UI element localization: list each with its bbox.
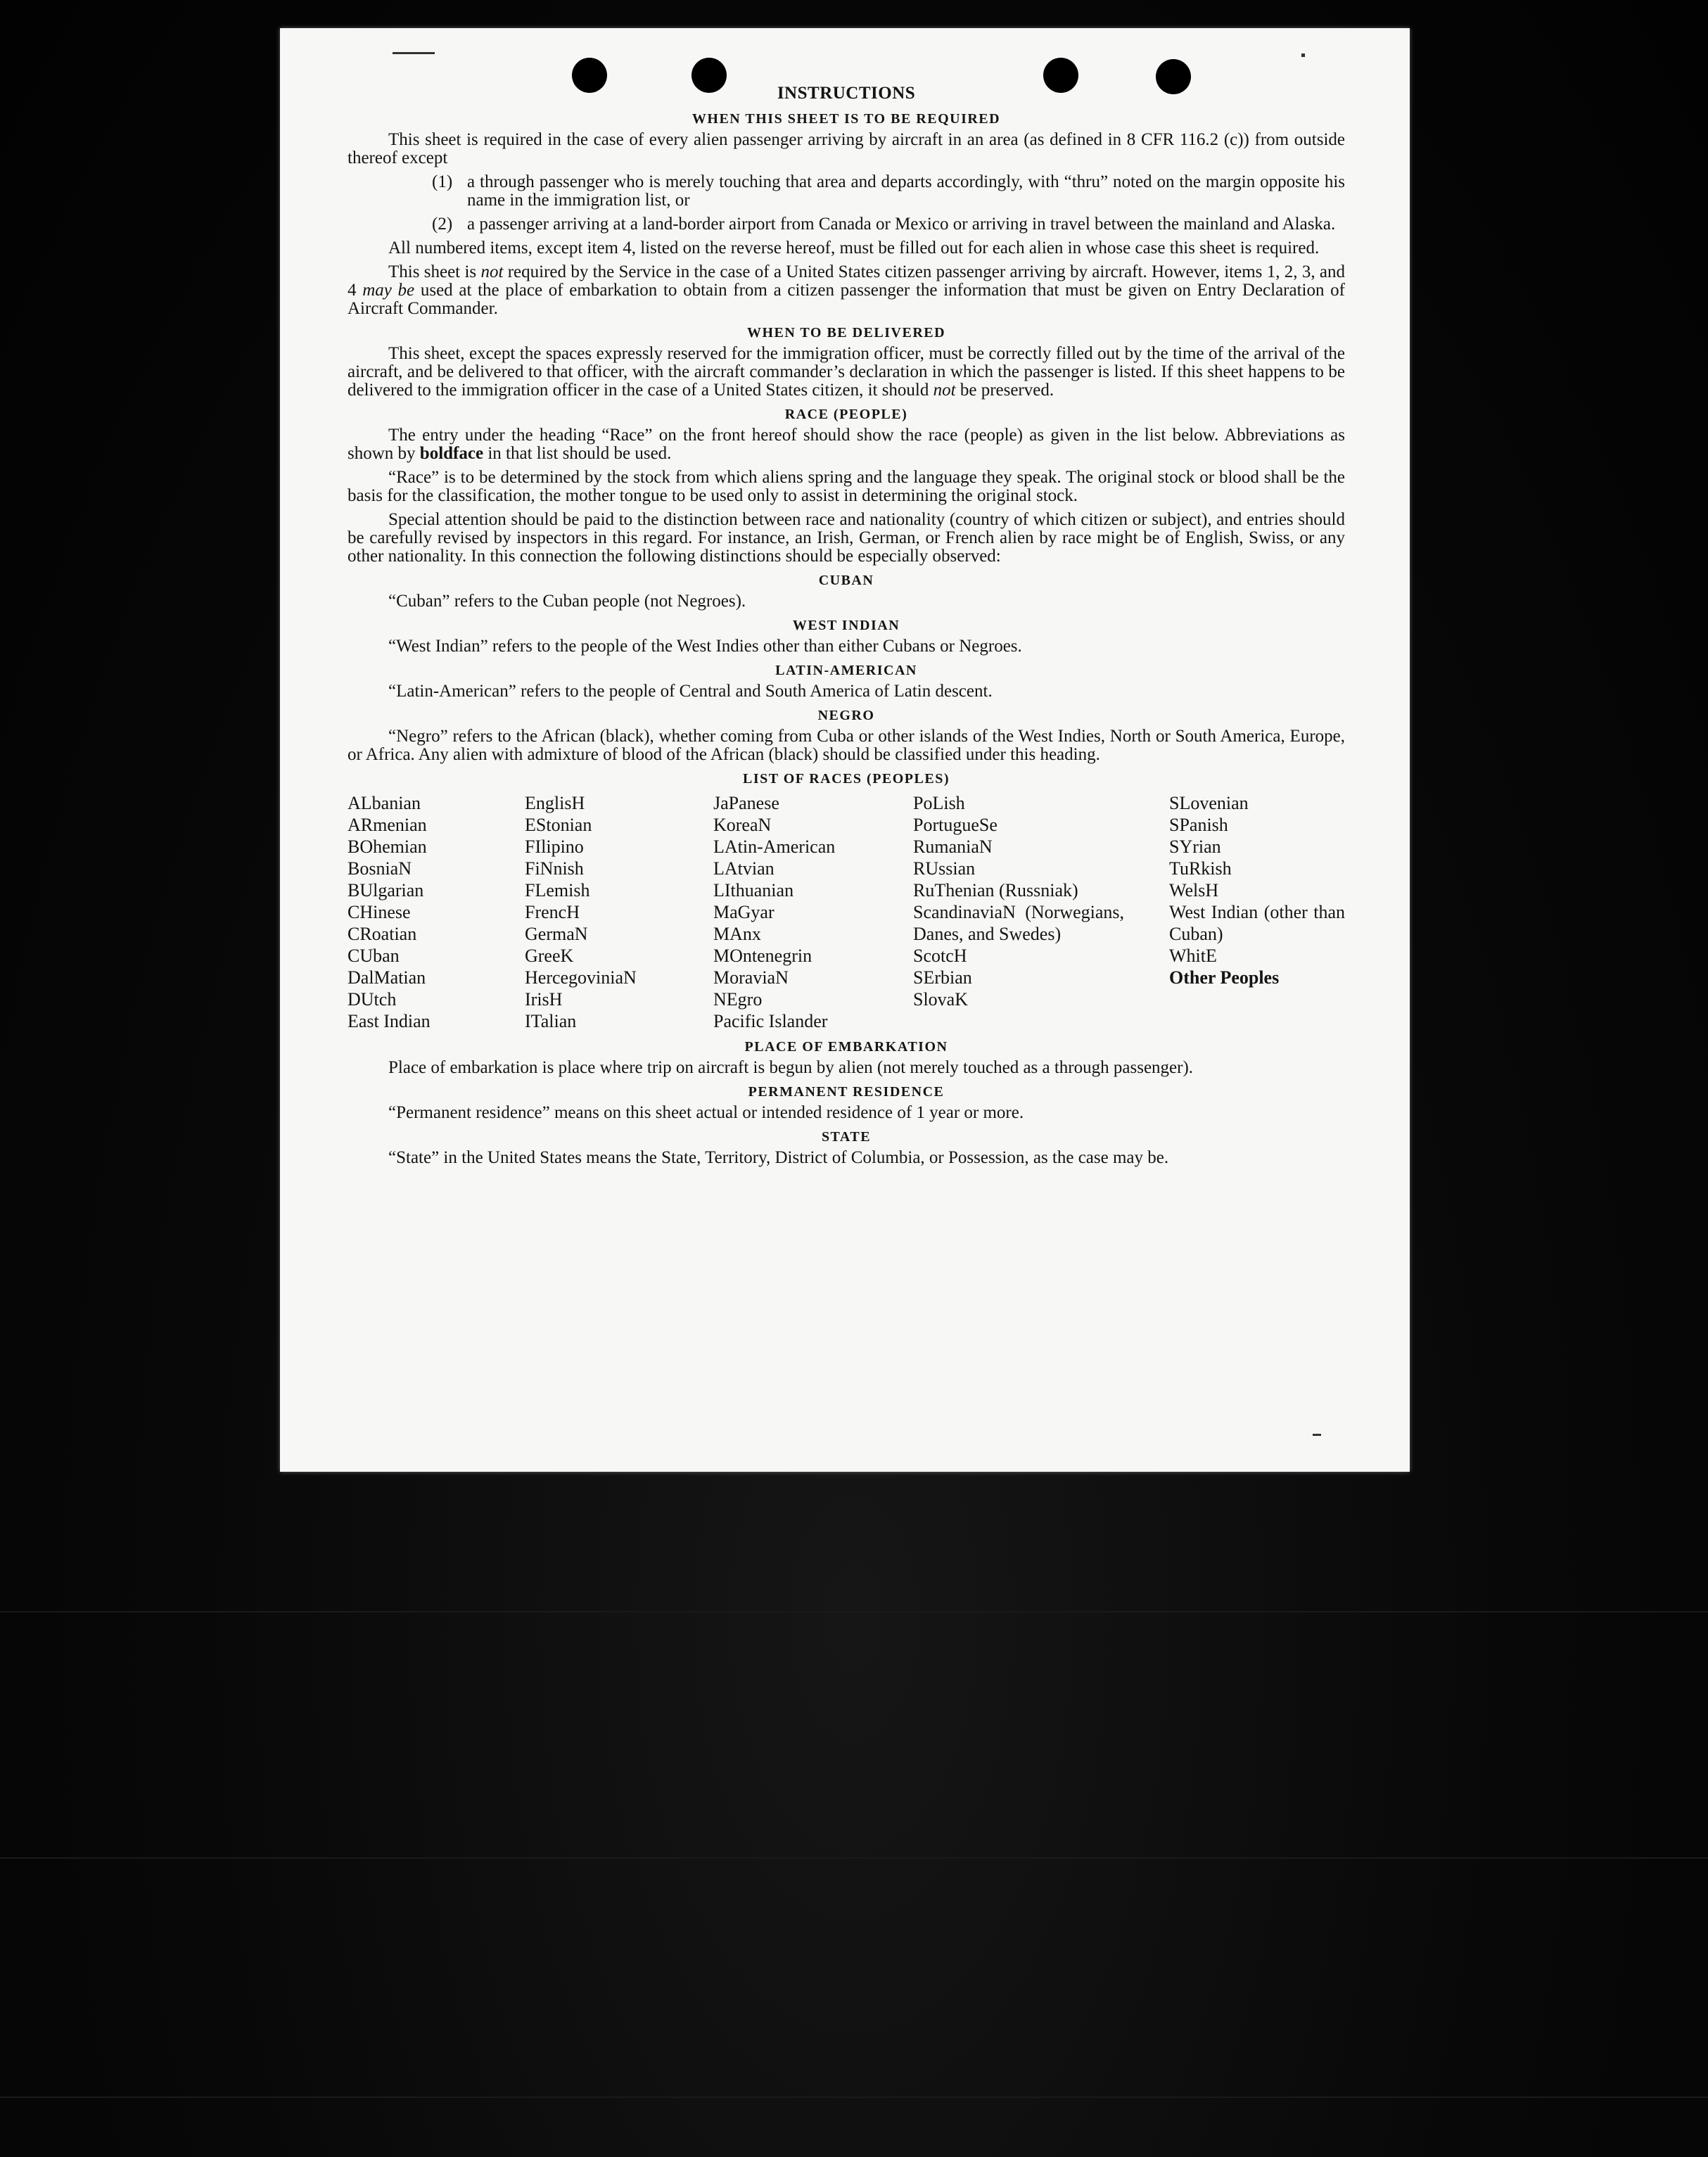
- scan-mark: [393, 52, 435, 54]
- race-entry: MAnx: [713, 924, 761, 944]
- text-run: This sheet, except the spaces expressly reserved for the immigration officer, must be correctly filled out by the time of the arrival of the aircraft, and be delivered to that officer, with the aircraft commander’s declaration in which the passenger is listed. If this sheet happens to be delivered to the immigration officer in the case of a United States citizen, it should: [348, 344, 1345, 400]
- latin-american-text: “Latin-American” refers to the people of Central and South America of Latin descent.: [388, 682, 993, 701]
- race-entry: West Indian (other than Cuban): [1169, 902, 1345, 944]
- heading-embarkation: PLACE OF EMBARKATION: [744, 1039, 948, 1055]
- text-run: be preserved.: [955, 381, 1054, 400]
- race-entry: ARmenian: [348, 815, 427, 835]
- race-entry: FiNnish: [525, 858, 584, 879]
- race-entry: NEgro: [713, 989, 763, 1010]
- race-entry: PoLish: [913, 793, 965, 813]
- heading-races-list: LIST OF RACES (PEOPLES): [742, 771, 950, 787]
- numbered-items-note: All numbered items, except item 4, listed on the reverse hereof, must be filled out for each alien in whose case this sheet is required.: [388, 238, 1320, 257]
- race-entry: SLovenian: [1169, 793, 1249, 813]
- heading-residence: PERMANENT RESIDENCE: [748, 1084, 945, 1100]
- race-entry: East Indian: [348, 1011, 431, 1031]
- bold-run: boldface: [419, 444, 484, 463]
- race-entry: PortugueSe: [913, 815, 998, 835]
- race-entry: BosniaN: [348, 858, 412, 879]
- race-entry: WelsH: [1169, 880, 1219, 901]
- text-run: in that list should be used.: [483, 444, 672, 463]
- races-column-3: [713, 792, 913, 1032]
- race-entry: CRoatian: [348, 924, 417, 944]
- heading-required: WHEN THIS SHEET IS TO BE REQUIRED: [692, 111, 1001, 127]
- race-entry: Pacific Islander: [713, 1011, 828, 1031]
- race-entry: RumaniaN: [913, 836, 993, 857]
- race-entry: Other Peoples: [1169, 967, 1280, 988]
- italic-run: may be: [362, 281, 415, 300]
- scan-streak: [0, 1611, 1708, 1612]
- text-run: used at the place of embarkation to obtain from a citizen passenger the information that must be given on Entry Declaration of Aircraft Commander.: [348, 281, 1346, 318]
- exception-item: [432, 173, 1345, 210]
- race-entry: LIthuanian: [713, 880, 794, 901]
- race-entry: ALbanian: [348, 793, 421, 813]
- race-entry: FLemish: [525, 880, 590, 901]
- race-entry: DalMatian: [348, 967, 426, 988]
- west-indian-text: “West Indian” refers to the people of the West Indies other than either Cubans or Negroes.: [388, 637, 1022, 656]
- race-entry: GermaN: [525, 924, 588, 944]
- races-column-1: [348, 792, 525, 1032]
- text-run: The entry under the heading “Race” on the front hereof should show the race (people) as given in the list below. Abbreviations as shown by: [348, 426, 1345, 463]
- race-entry: MaGyar: [713, 902, 775, 922]
- item-text: a passenger arriving at a land-border airport from Canada or Mexico or arriving in travel between the mainland and Alaska.: [467, 215, 1336, 234]
- race-paragraph: “Race” is to be determined by the stock from which aliens spring and the language they speak. The original stock or blood shall be the basis for the classification, the mother tongue to be used only to assist in determining the original stock.: [348, 468, 1345, 505]
- race-entry: HercegoviniaN: [525, 967, 637, 988]
- race-entry: ScandinaviaN (Norwegians, Danes, and Swedes): [913, 902, 1124, 944]
- race-entry: MoraviaN: [713, 967, 789, 988]
- embarkation-text: Place of embarkation is place where trip on aircraft is begun by alien (not merely touched as a through passenger).: [388, 1058, 1194, 1077]
- race-entry: SPanish: [1169, 815, 1228, 835]
- race-entry: GreeK: [525, 946, 574, 966]
- residence-text: “Permanent residence” means on this sheet actual or intended residence of 1 year or more.: [388, 1103, 1024, 1122]
- text-run: required by the Service in the case of a United States citizen passenger arriving by aircraft. However, items 1, 2, 3, and 4: [348, 262, 1345, 300]
- race-entry: WhitE: [1169, 946, 1217, 966]
- page-title: INSTRUCTIONS: [777, 84, 916, 103]
- race-entry: RUssian: [913, 858, 976, 879]
- race-entry: MOntenegrin: [713, 946, 812, 966]
- race-entry: TuRkish: [1169, 858, 1232, 879]
- cuban-text: “Cuban” refers to the Cuban people (not Negroes).: [388, 592, 746, 611]
- item-text: a through passenger who is merely touching that area and departs accordingly, with “thru” noted on the margin opposite his name in the immigration list, or: [467, 172, 1345, 210]
- state-text: “State” in the United States means the State, Territory, District of Columbia, or Possession, as the case may be.: [388, 1148, 1169, 1167]
- races-column-2: [525, 792, 713, 1032]
- race-entry: BOhemian: [348, 836, 427, 857]
- race-entry: ScotcH: [913, 946, 967, 966]
- italic-run: not: [933, 381, 956, 400]
- scan-mark: [1313, 1434, 1321, 1436]
- heading-delivered: WHEN TO BE DELIVERED: [746, 325, 946, 341]
- heading-state: STATE: [821, 1129, 872, 1145]
- heading-west-indian: WEST INDIAN: [792, 618, 900, 633]
- race-entry: JaPanese: [713, 793, 779, 813]
- race-entry: LAtin-American: [713, 836, 836, 857]
- race-entry: EStonian: [525, 815, 592, 835]
- race-entry: EnglisH: [525, 793, 585, 813]
- race-entry: CHinese: [348, 902, 411, 922]
- races-column-5: [1169, 792, 1345, 1032]
- race-entry: ITalian: [525, 1011, 577, 1031]
- italic-run: not: [480, 262, 504, 281]
- race-paragraph: [348, 426, 1345, 463]
- race-entry: SYrian: [1169, 836, 1221, 857]
- race-entry: KoreaN: [713, 815, 772, 835]
- heading-negro: NEGRO: [817, 708, 875, 723]
- citizen-note: [348, 263, 1345, 318]
- race-entry: SErbian: [913, 967, 972, 988]
- race-entry: FrencH: [525, 902, 580, 922]
- race-entry: LAtvian: [713, 858, 775, 879]
- race-entry: SlovaK: [913, 989, 968, 1010]
- instructions-body: [348, 84, 1345, 1173]
- negro-text: “Negro” refers to the African (black), whether coming from Cuba or other islands of the West Indies, North or South America, Europe, or Africa. Any alien with admixture of blood of the African (black) should be classified under this heading.: [348, 727, 1345, 764]
- required-intro: This sheet is required in the case of every alien passenger arriving by aircraft in an area (as defined in 8 CFR 116.2 (c)) from outside thereof except: [348, 130, 1345, 167]
- document-page: [280, 28, 1410, 1472]
- race-entry: IrisH: [525, 989, 563, 1010]
- scan-mark: [1301, 53, 1305, 57]
- races-column-4: [913, 792, 1124, 1032]
- heading-latin-american: LATIN-AMERICAN: [775, 663, 917, 678]
- race-paragraph: Special attention should be paid to the distinction between race and nationality (country of which citizen or subject), and entries should be carefully revised by inspectors in this regard. For instance, an Irish, German, or French alien by race might be of English, Swiss, or any other nationality. In this connection the following distinctions should be especially observed:: [348, 510, 1345, 566]
- heading-cuban: CUBAN: [818, 573, 874, 588]
- item-number: (1): [432, 172, 453, 191]
- race-entry: DUtch: [348, 989, 397, 1010]
- race-entry: BUlgarian: [348, 880, 424, 901]
- race-entry: CUban: [348, 946, 400, 966]
- item-number: (2): [432, 215, 453, 234]
- races-list: [348, 792, 1345, 1032]
- heading-race: RACE (PEOPLE): [784, 407, 908, 422]
- race-entry: RuThenian (Russniak): [913, 880, 1078, 901]
- race-entry: FIlipino: [525, 836, 584, 857]
- exception-item: [432, 215, 1345, 234]
- text-run: This sheet is: [388, 262, 481, 281]
- scan-streak: [0, 1857, 1708, 1859]
- delivered-text: [348, 345, 1345, 400]
- scan-streak: [0, 2096, 1708, 2098]
